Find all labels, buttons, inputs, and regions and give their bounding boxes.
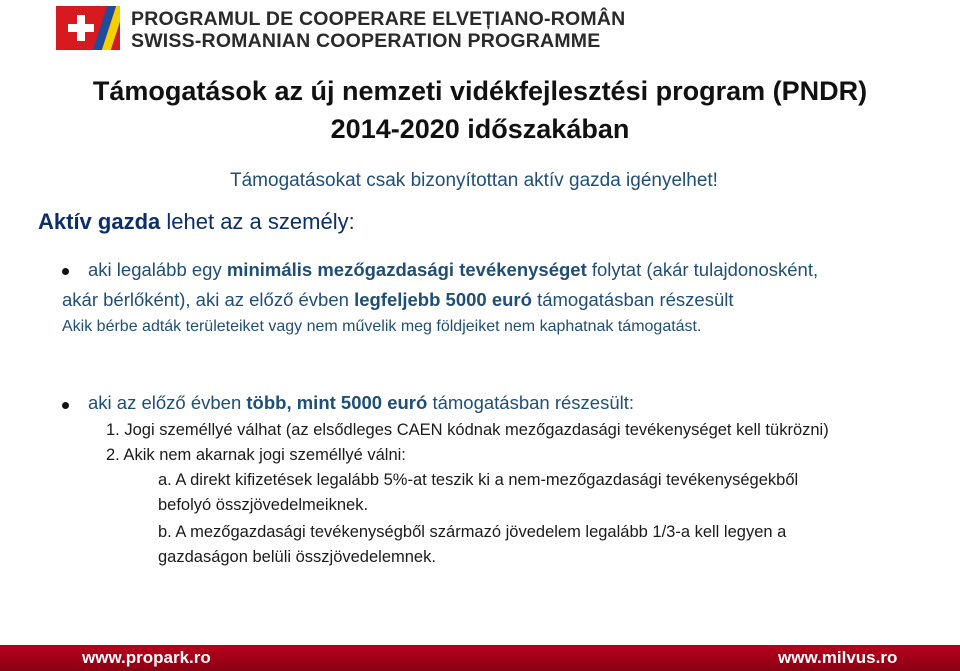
bullet-1-line2 <box>62 289 734 311</box>
bullet-2-line1 <box>88 392 634 414</box>
bullet-2-item-1: 1. Jogi személlyé válhat (az elsődleges CAEN kódnak mezőgazdasági tevékenységet kell tükrözni) <box>106 421 829 439</box>
b1-text-f: támogatásban részesült <box>531 289 734 310</box>
swiss-romanian-flag-logo <box>56 6 120 50</box>
bullet-1-line3: Akik bérbe adták területeiket vagy nem művelik meg földjeiket nem kaphatnak támogatást. <box>62 318 702 335</box>
active-farmer-rest: lehet az a személy: <box>160 209 355 234</box>
active-farmer-term: Aktív gazda <box>38 209 161 234</box>
b1-text-e: legfeljebb 5000 euró <box>354 289 532 310</box>
program-name-en: SWISS-ROMANIAN COOPERATION PROGRAMME <box>131 30 601 52</box>
bullet-1-line1 <box>88 259 818 281</box>
bullet-2-item-b-line2: gazdaságon belüli összjövedelemnek. <box>158 548 436 566</box>
page-title-line1: Támogatások az új nemzeti vidékfejlesztési program (PNDR) <box>92 76 868 106</box>
eligibility-note: Támogatásokat csak bizonyítottan aktív gazda igényelhet! <box>230 170 718 191</box>
b1-text-b: minimális mezőgazdasági tevékenységet <box>226 259 587 280</box>
bullet-2-item-b-line1: b. A mezőgazdasági tevékenységből származó jövedelem legalább 1/3-a kell legyen a <box>158 523 787 541</box>
b2-text-a: aki az előző évben <box>88 392 247 413</box>
bullet-2-item-a-line2: befolyó összjövedelmeiknek. <box>158 496 369 514</box>
swiss-cross-vertical <box>77 15 85 41</box>
bullet-1-icon <box>62 268 69 275</box>
b2-text-b: több, mint 5000 euró <box>246 392 428 413</box>
page-title-line2: 2014-2020 időszakában <box>330 114 630 144</box>
program-name-ro: PROGRAMUL DE COOPERARE ELVEȚIANO-ROMÂN <box>131 8 626 30</box>
header <box>0 0 960 62</box>
bullet-2-icon <box>62 402 69 409</box>
footer-bar <box>0 645 960 671</box>
b1-text-a: aki legalább egy <box>88 259 227 280</box>
b2-text-c: támogatásban részesült: <box>427 392 635 413</box>
footer-link-milvus[interactable]: www.milvus.ro <box>778 648 898 667</box>
footer-link-propark[interactable]: www.propark.ro <box>82 648 211 667</box>
b1-text-c: folytat (akár tulajdonosként, <box>586 259 819 280</box>
bullet-2-item-2: 2. Akik nem akarnak jogi személlyé válni: <box>106 446 406 464</box>
b1-text-d: akár bérlőként), aki az előző évben <box>62 289 355 310</box>
active-farmer-heading <box>38 209 355 235</box>
bullet-2-item-a-line1: a. A direkt kifizetések legalább 5%-at teszik ki a nem-mezőgazdasági tevékenységekből <box>158 471 799 489</box>
